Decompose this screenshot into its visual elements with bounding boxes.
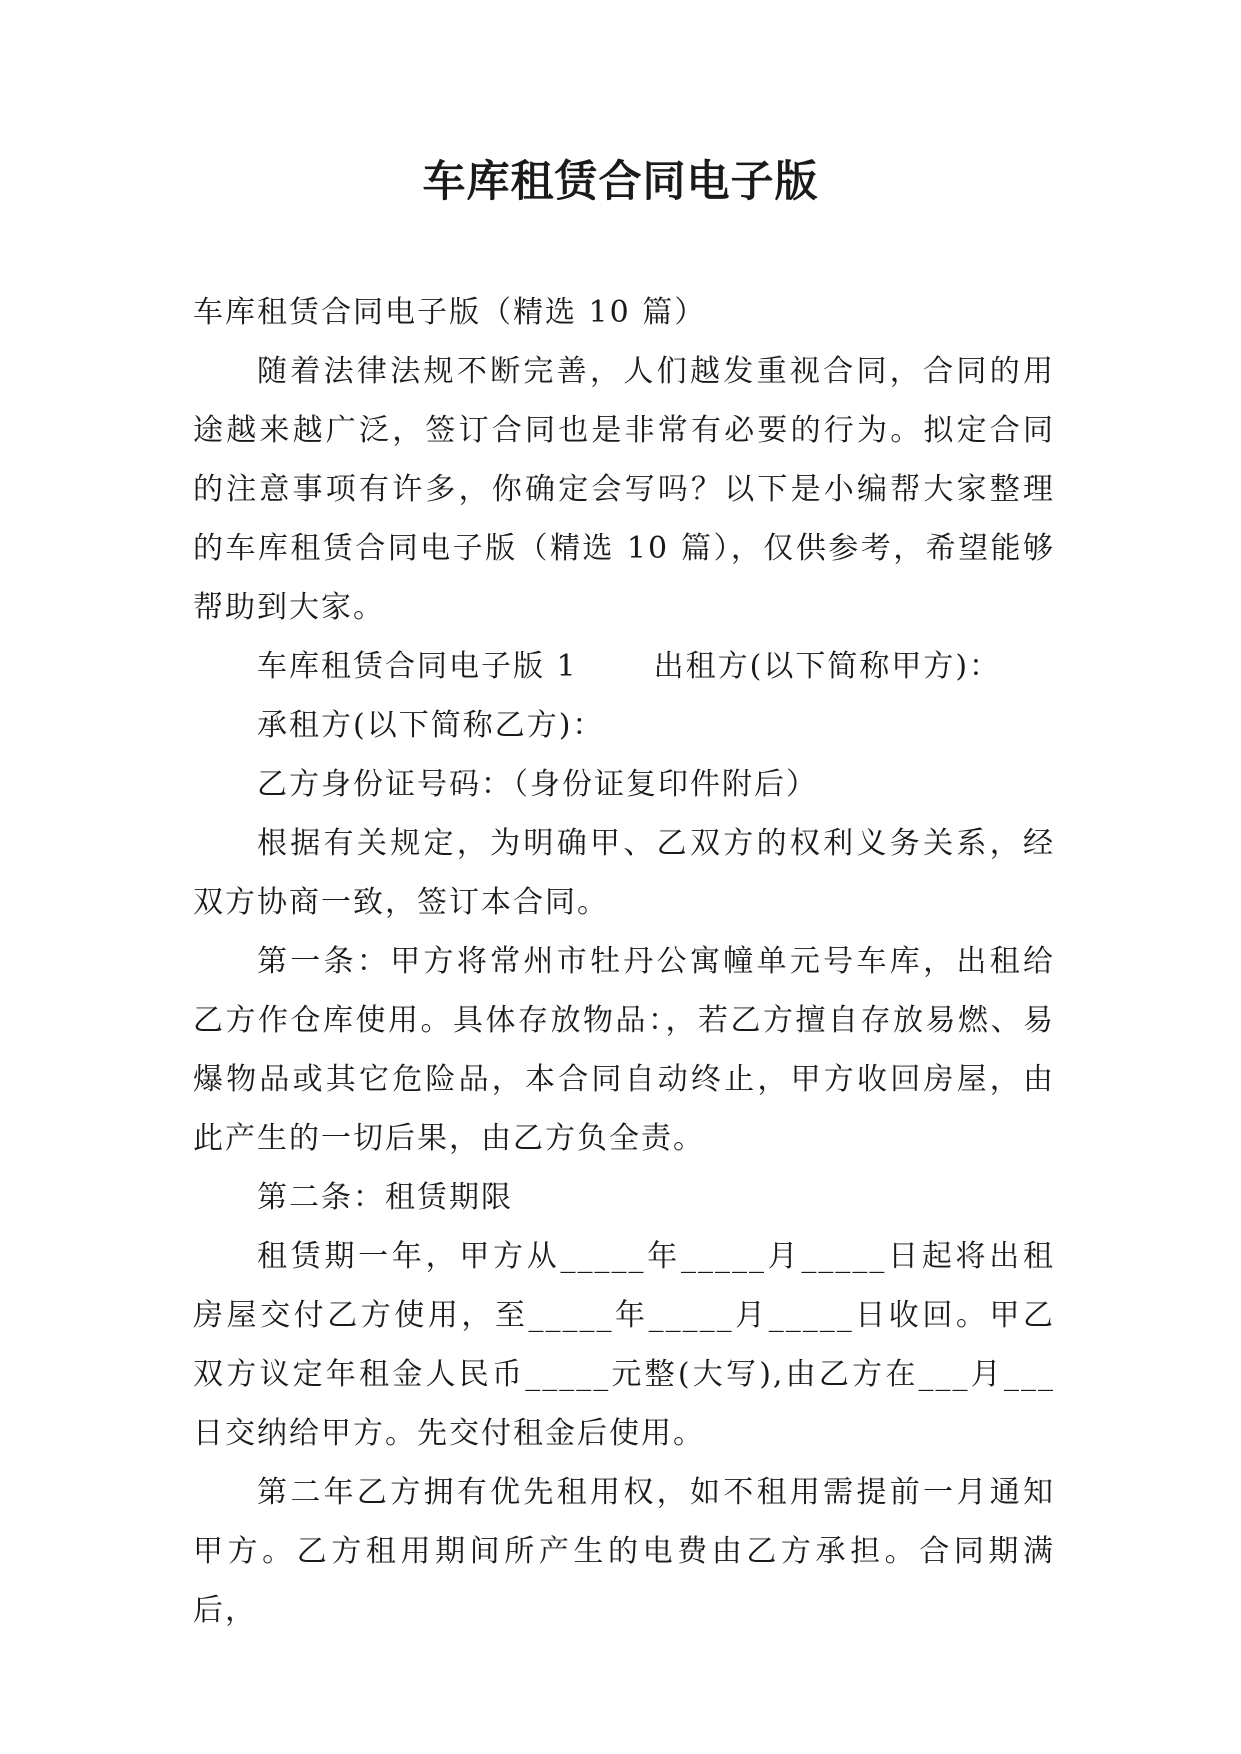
article-2-heading: 第二条：租赁期限 (257, 1180, 513, 1215)
document-subtitle: 车库租赁合同电子版（精选 10 篇） (193, 295, 707, 330)
section-heading: 车库租赁合同电子版 1 (257, 649, 578, 684)
section-heading-line (193, 637, 1055, 696)
id-number-line: 乙方身份证号码：（身份证复印件附后） (257, 767, 818, 802)
intro-paragraph: 随着法律法规不断完善，人们越发重视合同，合同的用途越来越广泛，签订合同也是非常有必要的行为。拟定合同的注意事项有许多，你确定会写吗？以下是小编帮大家整理的车库租赁合同电子版（精选 10 篇），仅供参考，希望能够帮助到大家。 (193, 354, 1055, 625)
article-1-paragraph: 第一条：甲方将常州市牡丹公寓幢单元号车库，出租给乙方作仓库使用。具体存放物品：，若乙方擅自存放易燃、易爆物品或其它危险品，本合同自动终止，甲方收回房屋，由此产生的一切后果，由乙方负全责。 (193, 944, 1055, 1156)
article-2-body: 租赁期一年，甲方从_____年_____月_____日起将出租房屋交付乙方使用，至_____年_____月_____日收回。甲乙双方议定年租金人民币_____元整(大写),由乙方在___月___日交纳给甲方。先交付租金后使用。 (193, 1239, 1055, 1451)
article-2-renewal: 第二年乙方拥有优先租用权，如不租用需提前一月通知甲方。乙方租用期间所产生的电费由乙方承担。合同期满后， (193, 1475, 1055, 1628)
document-body (193, 283, 1055, 1640)
lessor-line: 出租方(以下简称甲方)： (653, 649, 1002, 684)
lessee-line: 承租方(以下简称乙方)： (257, 708, 605, 743)
basis-paragraph: 根据有关规定，为明确甲、乙双方的权利义务关系，经双方协商一致，签订本合同。 (193, 826, 1055, 920)
document-title: 车库租赁合同电子版 (422, 157, 819, 207)
